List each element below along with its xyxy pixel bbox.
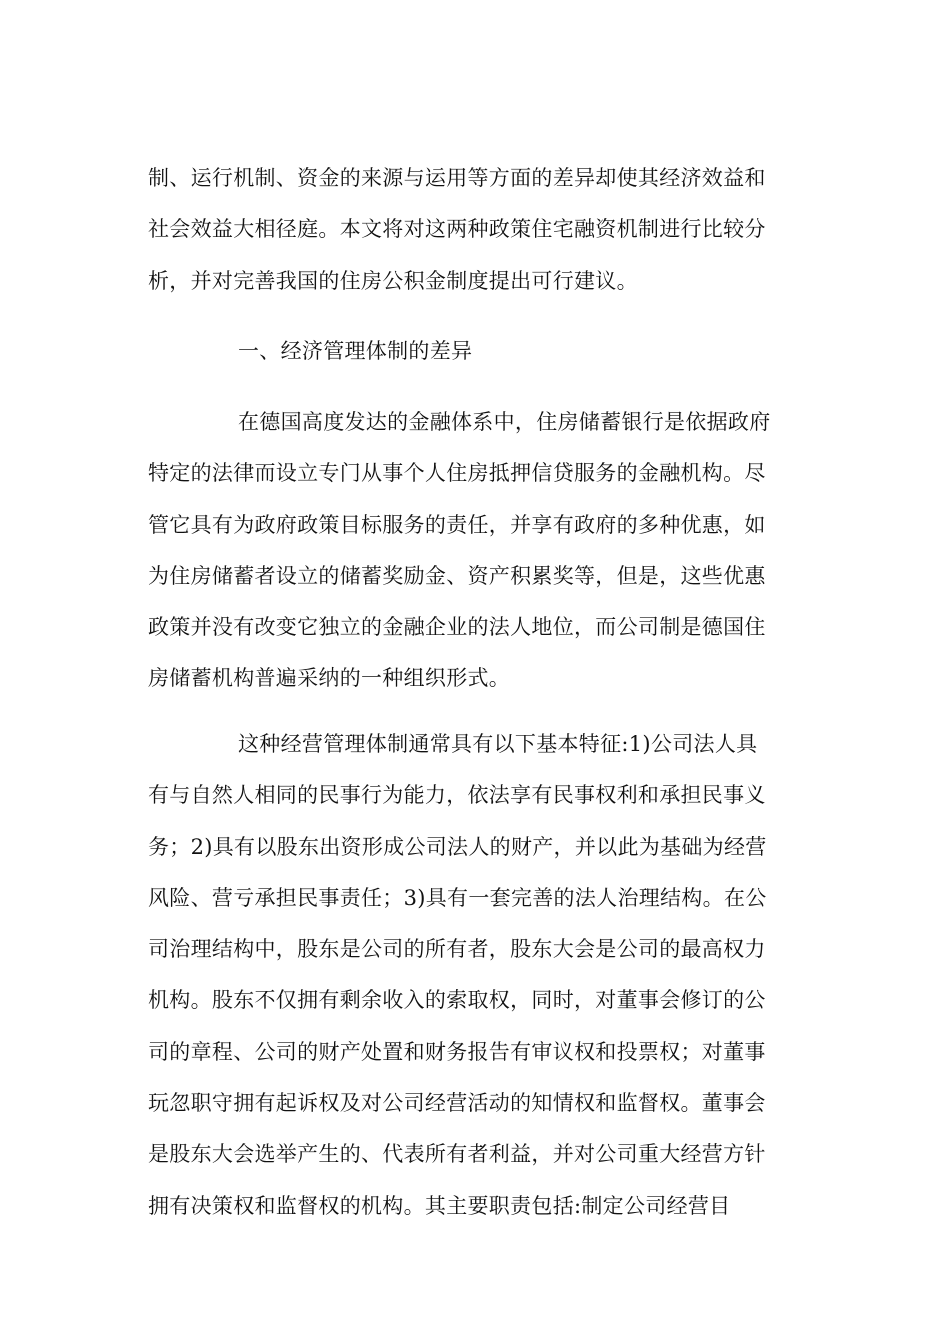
paragraph-continuation (148, 153, 808, 307)
text-line: 特定的法律而设立专门从事个人住房抵押信贷服务的金融机构。尽 (148, 461, 766, 486)
text-line: 制、运行机制、资金的来源与运用等方面的差异却使其经济效益和 (148, 166, 766, 190)
section-heading (148, 326, 808, 377)
text-line: 拥有决策权和监督权的机构。其主要职责包括:制定公司经营目 (148, 1193, 731, 1218)
text-line: 在德国高度发达的金融体系中，住房储蓄银行是依据政府 (238, 410, 771, 434)
text-line: 析，并对完善我国的住房公积金制度提出可行建议。 (148, 268, 638, 293)
text-line: 机构。股东不仅拥有剩余收入的索取权，同时，对董事会修订的公 (148, 988, 766, 1013)
text-line: 玩忽职守拥有起诉权及对公司经营活动的知情权和监督权。董事会 (148, 1091, 766, 1116)
paragraph-management-features (148, 719, 808, 1232)
text-line: 司的章程、公司的财产处置和财务报告有审议权和投票权；对董事 (148, 1039, 766, 1064)
paragraph-german-banking (148, 397, 808, 705)
text-line: 政策并没有改变它独立的金融企业的法人地位，而公司制是德国住 (148, 615, 766, 640)
text-line: 管它具有为政府政策目标服务的责任，并享有政府的多种优惠，如 (148, 512, 766, 537)
text-line: 司治理结构中，股东是公司的所有者，股东大会是公司的最高权力 (148, 937, 766, 962)
text-line: 社会效益大相径庭。本文将对这两种政策住宅融资机制进行比较分 (148, 217, 766, 242)
text-line: 风险、营亏承担民事责任；3)具有一套完善的法人治理结构。在公 (148, 885, 767, 910)
text-line: 是股东大会选举产生的、代表所有者利益，并对公司重大经营方针 (148, 1142, 766, 1167)
text-line: 有与自然人相同的民事行为能力，依法享有民事权利和承担民事义 (148, 783, 766, 808)
text-line: 为住房储蓄者设立的储蓄奖励金、资产积累奖等，但是，这些优惠 (148, 563, 766, 588)
text-line: 务；2)具有以股东出资形成公司法人的财产，并以此为基础为经营 (148, 834, 767, 859)
text-line: 这种经营管理体制通常具有以下基本特征:1)公司法人具 (238, 732, 758, 756)
heading-text: 一、经济管理体制的差异 (238, 339, 473, 363)
text-line: 房储蓄机构普遍采纳的一种组织形式。 (148, 666, 511, 691)
